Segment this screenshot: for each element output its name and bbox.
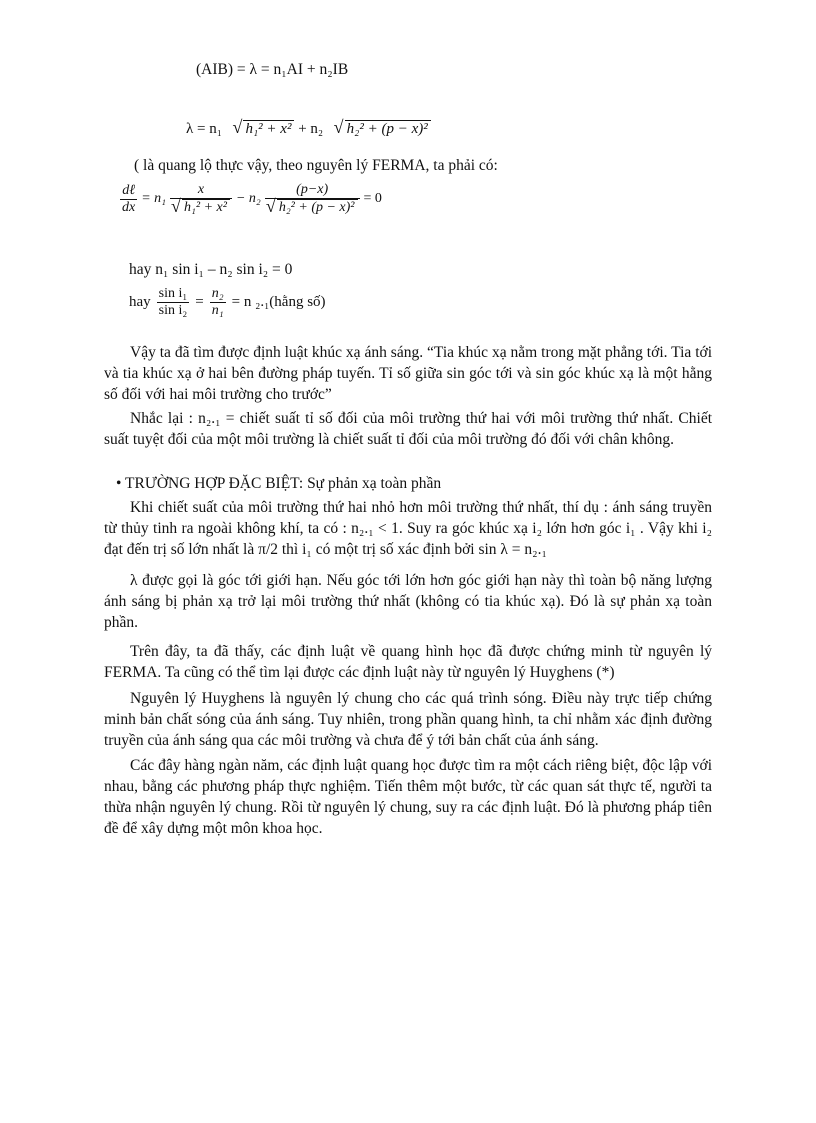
paragraph-total-reflection-condition: Khi chiết suất của môi trường thứ hai nhỏ hơn môi trường thứ nhất, thí dụ : ánh sáng truyền từ thủy tinh ra ngoài không khí, ta có : n₂.₁ < 1. Suy ra góc khúc xạ i₂ lớn hơn góc i₁ . Vậy khi i₂ đạt đến trị số lớn nhất là π/2 thì i₁ có một trị số xác định bởi sin λ = n₂.₁ [104, 499, 712, 558]
eq2-root1: √ h₁² + x² [243, 120, 294, 138]
paragraph-huygens-principle: Nguyên lý Huyghens là nguyên lý chung cho các quá trình sóng. Điều này trực tiếp chứng minh bản chất sóng của ánh sáng. Tuy nhiên, trong phần quang hình, ta chỉ nhằm xác định đường truyền của ánh sáng qua các môi trường và chưa để ý tới bản chất của ánh sáng. [104, 690, 712, 749]
eq2-lead: λ = n₁ [186, 121, 222, 137]
paragraph-critical-angle: λ được gọi là góc tới giới hạn. Nếu góc tới lớn hơn góc giới hạn này thì toàn bộ năng lượng ánh sáng bị phản xạ trở lại môi trường thứ nhất (không có tia khúc xạ). Đó là sự phản xạ toàn phần. [104, 572, 712, 631]
paragraph-reminder: Nhắc lại : n₂.₁ = chiết suất tỉ số đối của môi trường thứ hai với môi trường thứ nhất. Chiết suất tuyệt đối của một môi trường là chiết suất tỉ đối của môi trường đó đối với chân không. [104, 410, 712, 448]
eq6-frac2: $\frac{\text{n₂}}{\text{n₁}}$ [211, 286, 224, 318]
equation-snell-ratio [129, 286, 326, 319]
equation-snell-difference: hay n₁ sin i₁ – n₂ sin i₂ = 0 [129, 261, 293, 278]
text-fermat-intro: ( là quang lộ thực vậy, theo nguyên lý FERMA, ta phải có: [134, 157, 498, 174]
eq6-tail: = n ₂.₁(hằng số) [231, 294, 326, 310]
eq6-equals: = [195, 294, 204, 310]
equation-optical-path: (AIB) = λ = n₁AI + n₂IB [196, 61, 349, 78]
eq4-rhs: = 0 [363, 191, 382, 206]
eq6-hay: hay [129, 294, 151, 310]
eq2-root2: √ h₂² + (p − x)² [345, 120, 431, 138]
paragraph-refraction-law: Vậy ta đã tìm được định luật khúc xạ ánh sáng. “Tia khúc xạ nằm trong mặt phẳng tới. Tia tới và tia khúc xạ ở hai bên đường pháp tuyến. Tỉ số giữa sin góc tới và sin góc khúc xạ là một hằng số đối với hai môi trường cho trước” [104, 344, 712, 403]
eq4-t1: = n₁ [141, 191, 167, 206]
eq4-frac2: (p−x) √ h₂² + (p − x)² [265, 182, 360, 216]
eq6-frac1: $\frac{\text{sin i₁}}{\text{sin i₂}}$ [158, 286, 188, 318]
eq2-plus: + n₂ [298, 121, 324, 137]
paragraph-axiomatic-method: Các đây hàng ngàn năm, các định luật quang học được tìm ra một cách riêng biệt, độc lập với nhau, bằng các phương pháp thực nghiệm. Tiến thêm một bước, từ các quan sát thực tế, người ta thừa nhận nguyên lý chung. Rồi từ nguyên lý chung, suy ra các định luật. Đó là phương pháp tiên đề để xây dựng một môn khoa học. [104, 757, 712, 837]
equation-derivative [120, 182, 382, 216]
eq4-frac1: x √ h₁² + x² [170, 182, 232, 216]
eq4-lhs: $\frac{\text{dℓ}}{dx}$ [122, 182, 136, 215]
paragraph-fermat-huygens: Trên đây, ta đã thấy, các định luật về quang hình học đã được chứng minh từ nguyên lý FERMA. Ta cũng có thể tìm lại được các định luật này từ nguyên lý Huyghens (*) [104, 643, 712, 681]
equation-lambda [186, 120, 431, 138]
section-heading-special-case: • TRƯỜNG HỢP ĐẶC BIỆT: Sự phản xạ toàn phần [116, 475, 442, 492]
eq4-t2: − n₂ [235, 191, 261, 206]
